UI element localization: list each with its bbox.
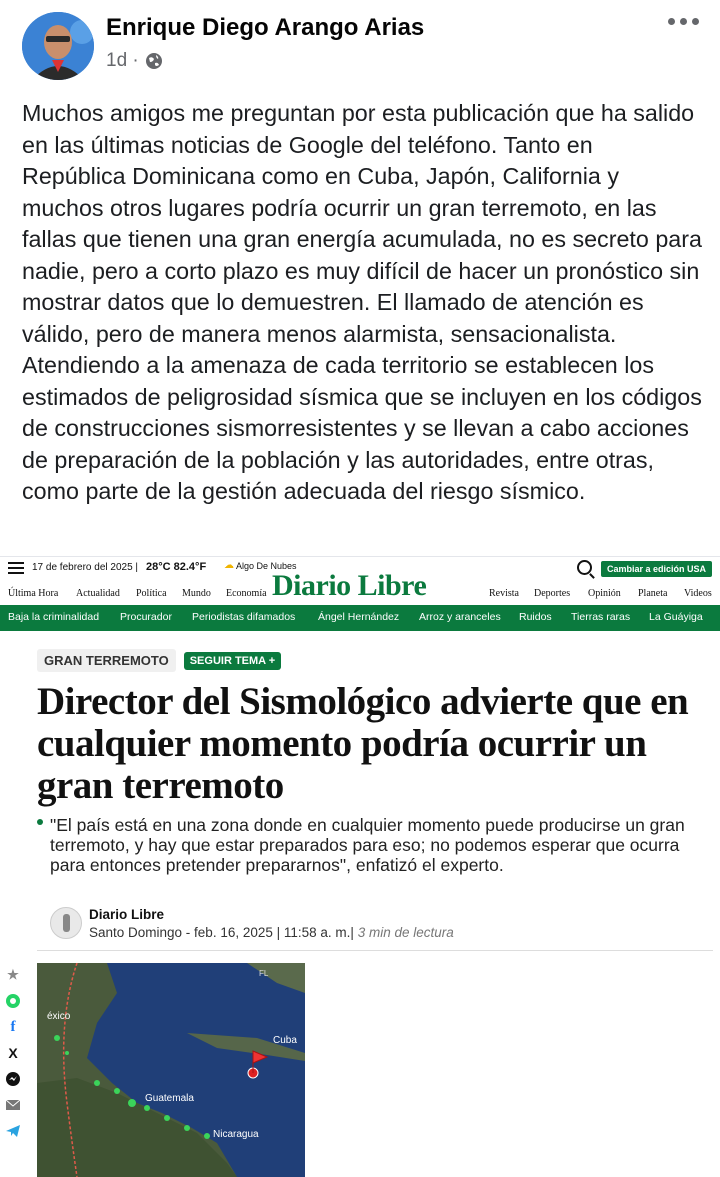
article-date: 17 de febrero del 2025 | <box>32 562 139 573</box>
star-icon: ★ <box>7 967 19 982</box>
article-lead: "El país está en una zona donde en cualquier momento puede producirse un gran terremoto, y hay que estar preparados para eso; no podemos esperar que ocurra para entonces pretender prepararnos", enfatizó el experto. <box>50 815 685 875</box>
post-meta <box>106 50 163 72</box>
map-label: Guatemala <box>145 1093 194 1104</box>
topic-item: La Guáyiga <box>649 611 703 623</box>
byline-meta <box>89 925 454 940</box>
topic-tag: GRAN TERREMOTO <box>37 649 176 672</box>
nav-item: Política <box>136 588 167 599</box>
search-icon <box>577 560 592 575</box>
article-temperature: 28°C 82.4°F <box>146 561 207 573</box>
topic-item: Tierras raras <box>571 611 631 623</box>
x-icon: X <box>8 1045 18 1061</box>
topic-item: Procurador <box>120 611 172 623</box>
topic-tag-row <box>37 649 281 672</box>
topic-item: Arroz y aranceles <box>419 611 501 623</box>
nav-item: Mundo <box>182 588 211 599</box>
nav-item: Opinión <box>588 588 621 599</box>
byline-name: Diario Libre <box>89 907 165 922</box>
author-avatar[interactable] <box>22 12 94 80</box>
nav-item: Economía <box>226 588 267 599</box>
article-headline: Director del Sismológico advierte que en cualquier momento podría ocurrir un gran terremoto <box>37 680 689 807</box>
menu-icon <box>8 562 24 577</box>
nav-item: Revista <box>489 588 519 599</box>
facebook-icon: f <box>10 1019 16 1035</box>
divider <box>37 950 713 951</box>
topics-bar <box>0 605 720 631</box>
topic-item: Ruidos <box>519 611 552 623</box>
byline-place: Santo Domingo - feb. 16, 2025 | 11:58 a. m.| <box>89 925 354 940</box>
nav-item: Videos <box>684 588 712 599</box>
globe-icon <box>145 52 163 70</box>
follow-topic-button: SEGUIR TEMA + <box>184 652 281 670</box>
article-screenshot[interactable] <box>0 556 720 1177</box>
topic-item: Periodistas difamados <box>192 611 296 623</box>
telegram-icon <box>5 1123 21 1139</box>
post-time[interactable]: 1d · <box>106 50 139 71</box>
more-dots-icon[interactable] <box>668 18 699 25</box>
edition-button: Cambiar a edición USA <box>601 561 712 577</box>
diario-libre-logo: Diario Libre <box>272 569 427 602</box>
nav-item: Planeta <box>638 588 668 599</box>
reading-time: 3 min de lectura <box>357 925 454 940</box>
post-author[interactable]: Enrique Diego Arango Arias <box>106 14 425 41</box>
nav-item: Actualidad <box>76 588 120 599</box>
nav-item: Deportes <box>534 588 571 599</box>
author-logo-icon <box>50 907 82 939</box>
article-weather: Algo De Nubes <box>236 561 297 571</box>
sun-cloud-icon: ☁ <box>224 560 234 571</box>
topic-item: Baja la criminalidad <box>8 611 100 623</box>
whatsapp-icon <box>5 993 21 1009</box>
article-map-image <box>37 963 305 1177</box>
nav-item: Última Hora <box>8 588 59 599</box>
share-bar <box>2 967 24 1139</box>
post-text: Muchos amigos me preguntan por esta publicación que ha salido en las últimas noticias de Google del teléfono. Tanto en República Dominicana como en Cuba, Japón, California y muchos otros lugares podría ocurrir un gran terremoto, en las fallas que tienen una gran energía acumulada, no es secreto para nadie, pero a corto plazo es muy difícil de hacer un pronóstico sin mostrar datos que lo demuestren. El llamado de atención es válido, pero de manera menos alarmista, sensacionalista. Atendiendo a la amenaza de cada territorio se establecen los estimados de peligrosidad sísmica que se incluyen en los códigos de construcciones sismorresistentes y se llevan a cabo acciones de preparación de la población y las autoridades, entre otras, como parte de la gestión adecuada del riesgo sísmico. <box>22 100 702 504</box>
email-icon <box>5 1097 21 1113</box>
map-label: Cuba <box>273 1035 297 1046</box>
messenger-icon <box>5 1071 21 1087</box>
map-label: FL <box>259 969 269 978</box>
map-label: Nicaragua <box>213 1129 259 1140</box>
topic-item: Ángel Hernández <box>318 611 400 623</box>
lead-bullet <box>37 819 43 825</box>
map-label: éxico <box>47 1011 71 1022</box>
